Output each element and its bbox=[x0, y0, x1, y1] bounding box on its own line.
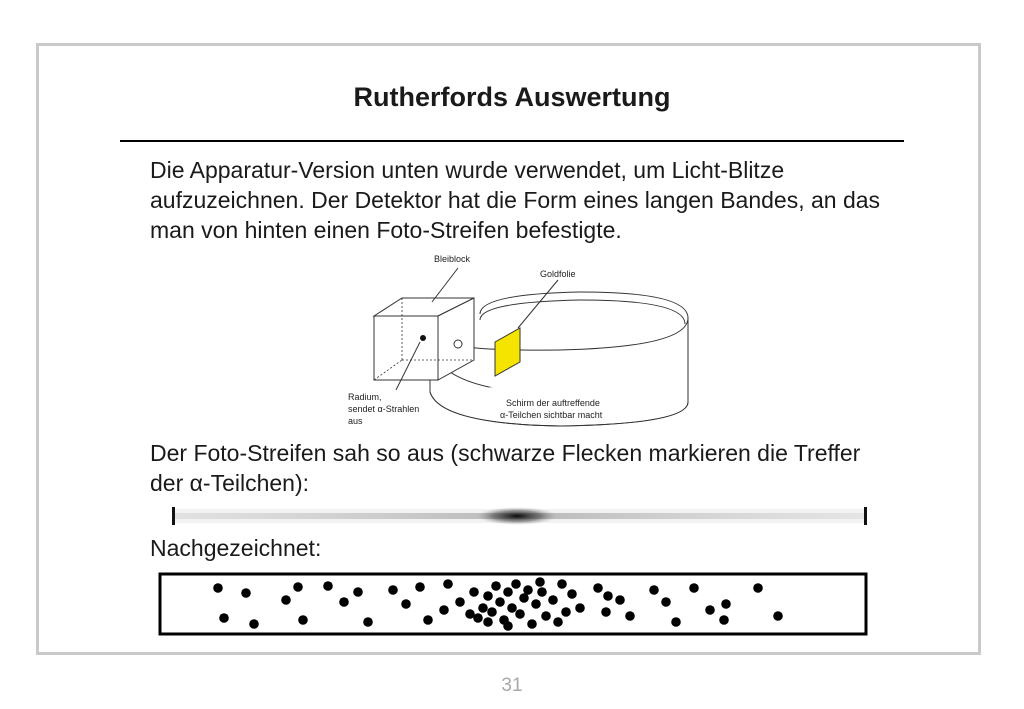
hit-dot bbox=[753, 583, 763, 593]
hit-dot bbox=[478, 603, 488, 613]
hit-dot bbox=[339, 597, 349, 607]
intro-paragraph: Die Apparatur-Version unten wurde verwendet, um Licht-Blitze aufzuzeichnen. Der Detektor hat die Form eines langen Bandes, an das man von hinten einen Foto-Streifen befestigte. bbox=[150, 157, 881, 243]
label-radium-line2: sendet α-Strahlen bbox=[348, 404, 420, 414]
pointer-goldfolie bbox=[518, 280, 558, 328]
hit-dot bbox=[249, 619, 259, 629]
apparatus-diagram bbox=[330, 252, 710, 437]
hit-dot bbox=[615, 595, 625, 605]
page-number: 31 bbox=[501, 675, 523, 696]
screen-ring-back bbox=[480, 300, 685, 324]
pointer-bleiblock bbox=[432, 268, 458, 302]
hit-dot bbox=[661, 597, 671, 607]
hit-dot bbox=[603, 591, 613, 601]
hit-dot bbox=[469, 587, 479, 597]
radium-source bbox=[420, 335, 426, 341]
hit-dot bbox=[531, 599, 541, 609]
hit-dot bbox=[535, 577, 545, 587]
hit-dot bbox=[503, 621, 513, 631]
hit-dot bbox=[689, 583, 699, 593]
hit-dot bbox=[553, 617, 563, 627]
hit-dot bbox=[298, 615, 308, 625]
hit-dot bbox=[483, 591, 493, 601]
hit-dot bbox=[455, 597, 465, 607]
hit-dot bbox=[423, 615, 433, 625]
hit-dot bbox=[593, 583, 603, 593]
hit-dot bbox=[241, 588, 251, 598]
hit-dot bbox=[487, 607, 497, 617]
photo-strip bbox=[172, 507, 867, 525]
photo-strip-description: Der Foto-Streifen sah so aus (schwarze Flecken markieren die Treffer der α-Teilchen): bbox=[150, 440, 861, 496]
hit-dot bbox=[719, 615, 729, 625]
label-radium-line1: Radium, bbox=[348, 392, 382, 402]
title-underline bbox=[120, 140, 904, 142]
hit-dot bbox=[353, 587, 363, 597]
hit-dot bbox=[541, 611, 551, 621]
hit-dot bbox=[625, 611, 635, 621]
hit-dot bbox=[443, 579, 453, 589]
hit-dot bbox=[511, 579, 521, 589]
hit-dot bbox=[507, 603, 517, 613]
hit-dot bbox=[491, 581, 501, 591]
hit-dot bbox=[527, 619, 537, 629]
hit-dot bbox=[483, 617, 493, 627]
hit-dot bbox=[523, 585, 533, 595]
hit-dot bbox=[219, 613, 229, 623]
slide-title: Rutherfords Auswertung bbox=[353, 82, 671, 112]
hit-dot bbox=[281, 595, 291, 605]
hit-dot bbox=[721, 599, 731, 609]
hit-dot bbox=[575, 603, 585, 613]
label-radium-line3: aus bbox=[348, 416, 363, 426]
traced-strip bbox=[158, 572, 868, 636]
hit-dot bbox=[388, 585, 398, 595]
hit-dot bbox=[363, 617, 373, 627]
hit-dot bbox=[439, 605, 449, 615]
hit-dot bbox=[415, 582, 425, 592]
hit-dot bbox=[293, 582, 303, 592]
hit-dot bbox=[548, 595, 558, 605]
photo-strip-hotspot bbox=[477, 507, 557, 525]
hit-dot bbox=[495, 597, 505, 607]
hit-dot bbox=[773, 611, 783, 621]
block-aperture bbox=[454, 340, 462, 348]
hit-dot bbox=[537, 587, 547, 597]
hit-dot bbox=[649, 585, 659, 595]
hit-dot bbox=[671, 617, 681, 627]
label-goldfolie: Goldfolie bbox=[540, 269, 576, 279]
hit-dot bbox=[401, 599, 411, 609]
label-screen-line2: α-Teilchen sichtbar macht bbox=[500, 410, 603, 420]
hit-dot bbox=[705, 605, 715, 615]
hit-dot bbox=[503, 587, 513, 597]
hit-dot bbox=[601, 607, 611, 617]
hit-dot bbox=[213, 583, 223, 593]
label-screen-line1: Schirm der auftreffende bbox=[506, 398, 600, 408]
hit-dot bbox=[567, 589, 577, 599]
hit-dot bbox=[557, 579, 567, 589]
hit-dot bbox=[323, 581, 333, 591]
label-bleiblock: Bleiblock bbox=[434, 254, 471, 264]
traced-label: Nachgezeichnet: bbox=[150, 535, 322, 561]
hit-dot bbox=[515, 609, 525, 619]
hit-dot bbox=[561, 607, 571, 617]
hit-dot bbox=[465, 609, 475, 619]
